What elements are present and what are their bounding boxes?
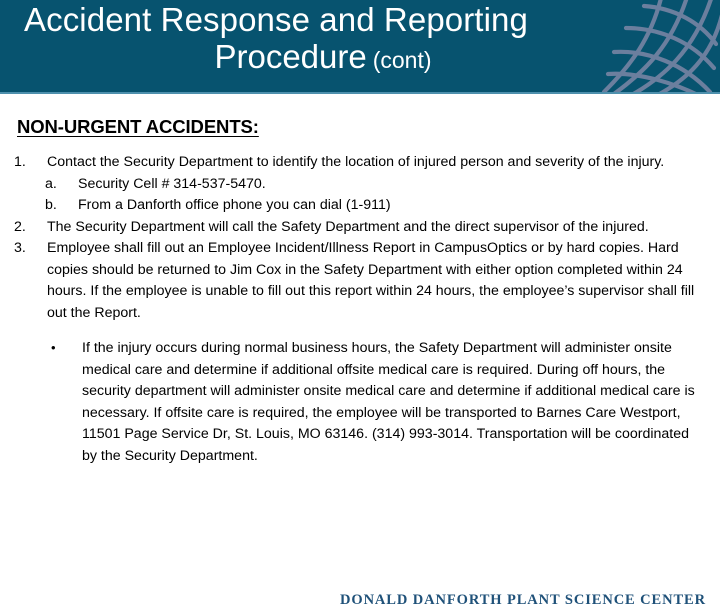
list-item [0,238,720,324]
page-title-line-2 [18,39,618,75]
bullet-marker-icon: • [51,340,56,355]
list-marker: 2. [14,218,26,235]
list-item [0,217,720,239]
bullet-item [0,338,720,467]
content-list [0,152,720,467]
list-item-text: The Security Department will call the Safety Department and the direct supervisor of the injured. [47,218,649,235]
globe-lattice-decor-icon [600,0,720,94]
list-item-text: From a Danforth office phone you can dial (1-911) [78,197,391,213]
section-heading: NON-URGENT ACCIDENTS: [17,116,259,137]
list-item-text: Security Cell # 314-537-5470. [78,175,266,192]
list-item [0,195,720,217]
page-title [18,2,618,74]
bullet-item-text: If the injury occurs during normal business hours, the Safety Department will administer onsite medical care and determine if additional offsite medical care is required. During off hours, the security department will administer onsite medical care and determine if additional medical care is necessary. If offsite care is required, the employee will be transported to Barnes Care Westport, 11501 Page Service Dr, St. Louis, MO 63146. (314) 993-3014. Transportation will be coordinated by the Security Department. [82,340,695,464]
list-marker: a. [45,175,57,192]
organization-logo-text: DONALD DANFORTH PLANT SCIENCE CENTER [340,592,706,608]
list-item [0,152,720,174]
list-marker: 1. [14,154,26,170]
page-title-continuation: (cont) [372,46,432,73]
page-title-main: Procedure [214,37,367,75]
list-item [0,174,720,196]
list-marker: b. [45,197,57,213]
slide-content-area [0,94,720,608]
slide-title-banner [0,0,720,94]
list-item-text: Contact the Security Department to identify the location of injured person and severity of the injury. [47,154,665,170]
page-title-line-1: Accident Response and Reporting [24,1,528,38]
list-item-text: Employee shall fill out an Employee Incident/Illness Report in CampusOptics or by hard copies. Hard copies should be returned to Jim Cox in the Safety Department with either option completed within 24 hours. If the employee is unable to fill out this report within 24 hours, the employee’s supervisor shall fill out the Report. [47,240,695,321]
list-marker: 3. [14,240,26,256]
